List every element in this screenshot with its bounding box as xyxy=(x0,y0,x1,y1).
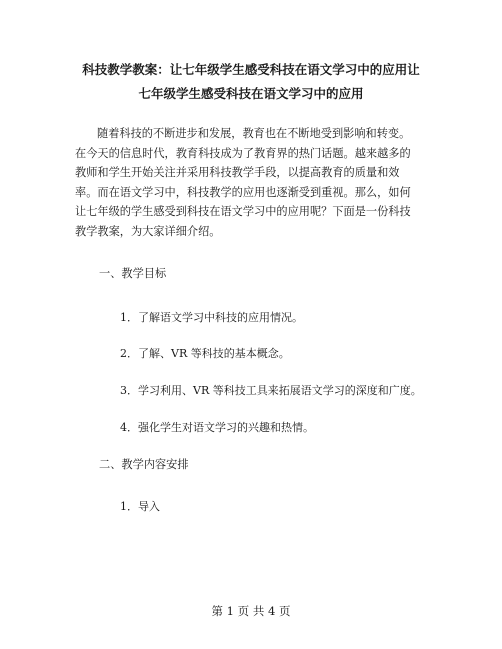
title-line: 七年级学生感受科技在语文学习中的应用 xyxy=(138,86,364,101)
title-line: 科技教学教案：让七年级学生感受科技在语文学习中的应用让 xyxy=(82,62,420,77)
intro-paragraph xyxy=(75,124,435,241)
intro-line: 让七年级的学生感受到科技在语文学习中的应用呢？下面是一份科技 xyxy=(75,205,411,218)
section-heading-objectives: 一、教学目标 xyxy=(99,267,167,280)
intro-line: 率。而在语文学习中，科技教学的应用也逐渐受到重视。那么，如何 xyxy=(75,185,411,199)
list-item: 1．导入 xyxy=(120,500,160,513)
page-footer: 第 1 页 共 4 页 xyxy=(211,604,291,618)
intro-line: 教师和学生开始关注并采用科技教学手段，以提高教育的质量和效 xyxy=(75,166,400,179)
intro-line: 教学教案，为大家详细介绍。 xyxy=(75,224,221,238)
intro-line: 随着科技的不断进步和发展，教育也在不断地受到影响和转变。 xyxy=(97,127,411,140)
list-item: 1．了解语文学习中科技的应用情况。 xyxy=(120,311,303,324)
list-item: 4．强化学生对语文学习的兴趣和热情。 xyxy=(120,421,314,434)
list-item: 2．了解、VR 等科技的基本概念。 xyxy=(120,347,290,360)
document-title xyxy=(60,58,442,106)
section-heading-content: 二、教学内容安排 xyxy=(99,458,189,471)
list-item: 3．学习利用、VR 等科技工具来拓展语文学习的深度和广度。 xyxy=(120,384,422,397)
intro-line: 在今天的信息时代，教育科技成为了教育界的热门话题。越来越多的 xyxy=(75,146,411,160)
